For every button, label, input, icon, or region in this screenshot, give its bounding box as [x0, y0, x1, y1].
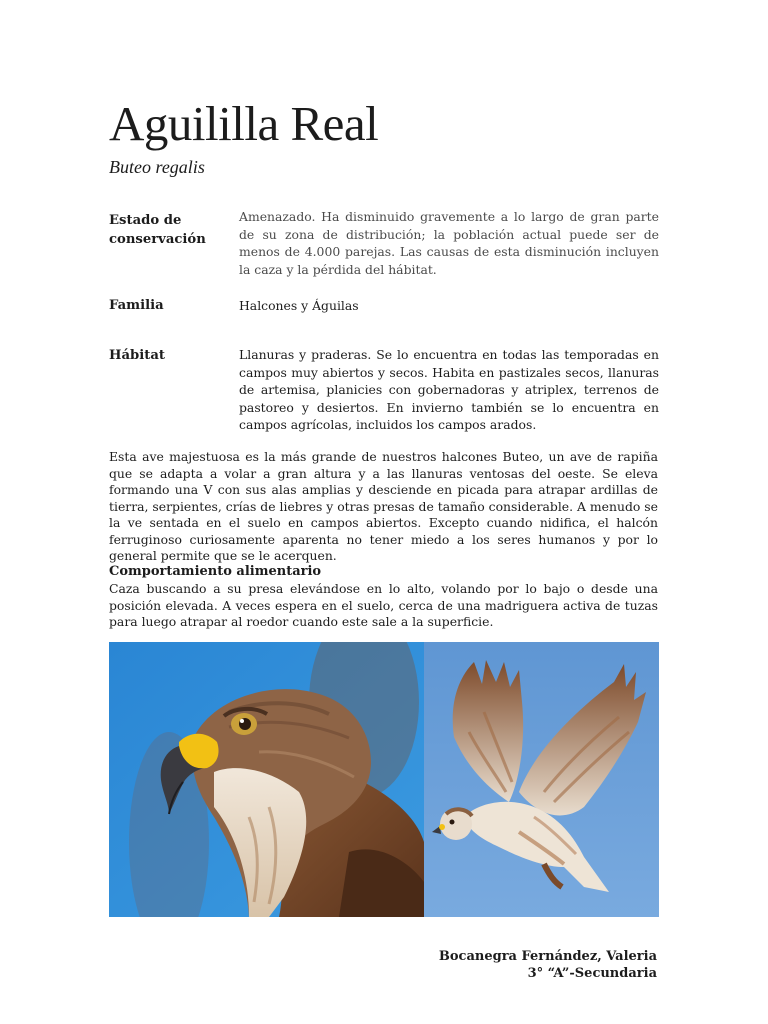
author-name: Bocanegra Fernández, Valeria	[438, 949, 657, 964]
author-group: 3° “A”-Secundaria	[527, 966, 657, 981]
feeding-heading: Comportamiento alimentario	[109, 564, 322, 579]
info-value-habitat: Llanuras y praderas. Se lo encuentra en todas las temporadas en campos muy abiertos y secos. Habita en pastizales secos, llanuras de artemisa, planicies con gobernadoras y atriplex, terrenos de pastoreo y desiertos. En invierno también se lo encuentra en campos agrícolas, incluidos los campos arados.	[239, 347, 659, 432]
page-title: Aguililla Real	[109, 96, 379, 151]
info-label-habitat: Hábitat	[109, 348, 165, 363]
info-value-family: Halcones y Águilas	[239, 298, 359, 313]
info-label-conservation: Estado de conservación	[109, 213, 206, 247]
info-value-conservation: Amenazado. Ha disminuido gravemente a lo largo de gran parte de su zona de distribución; la población actual puede ser de menos de 4.000 parejas. Las causas de esta disminución incluyen la caza y la pérdida del hábitat.	[239, 209, 659, 277]
description-paragraph: Esta ave majestuosa es la más grande de nuestros halcones Buteo, un ave de rapiña que se adapta a volar a gran altura y a las llanuras ventosas del oeste. Se eleva formando una V con sus alas amplias y desciende en picada para atrapar ardillas de tierra, serpientes, crías de liebres y otras presas de tamaño considerable. A menudo se la ve sentada en el suelo en campos abiertos. Excepto cuando nidifica, el halcón ferruginoso curiosamente aparenta no tener miedo a los seres humanos y por lo general permite que se le acerquen.	[109, 449, 658, 563]
hawk-flight-photo	[424, 642, 659, 917]
hawk-head-photo	[109, 642, 424, 917]
scientific-name: Buteo regalis	[109, 157, 205, 177]
info-label-family: Familia	[109, 298, 164, 313]
feeding-paragraph: Caza buscando a su presa elevándose en lo alto, volando por lo bajo o desde una posición elevada. A veces espera en el suelo, cerca de una madriguera activa de tuzas para luego atrapar al roedor cuando este sale a la superficie.	[109, 581, 658, 629]
